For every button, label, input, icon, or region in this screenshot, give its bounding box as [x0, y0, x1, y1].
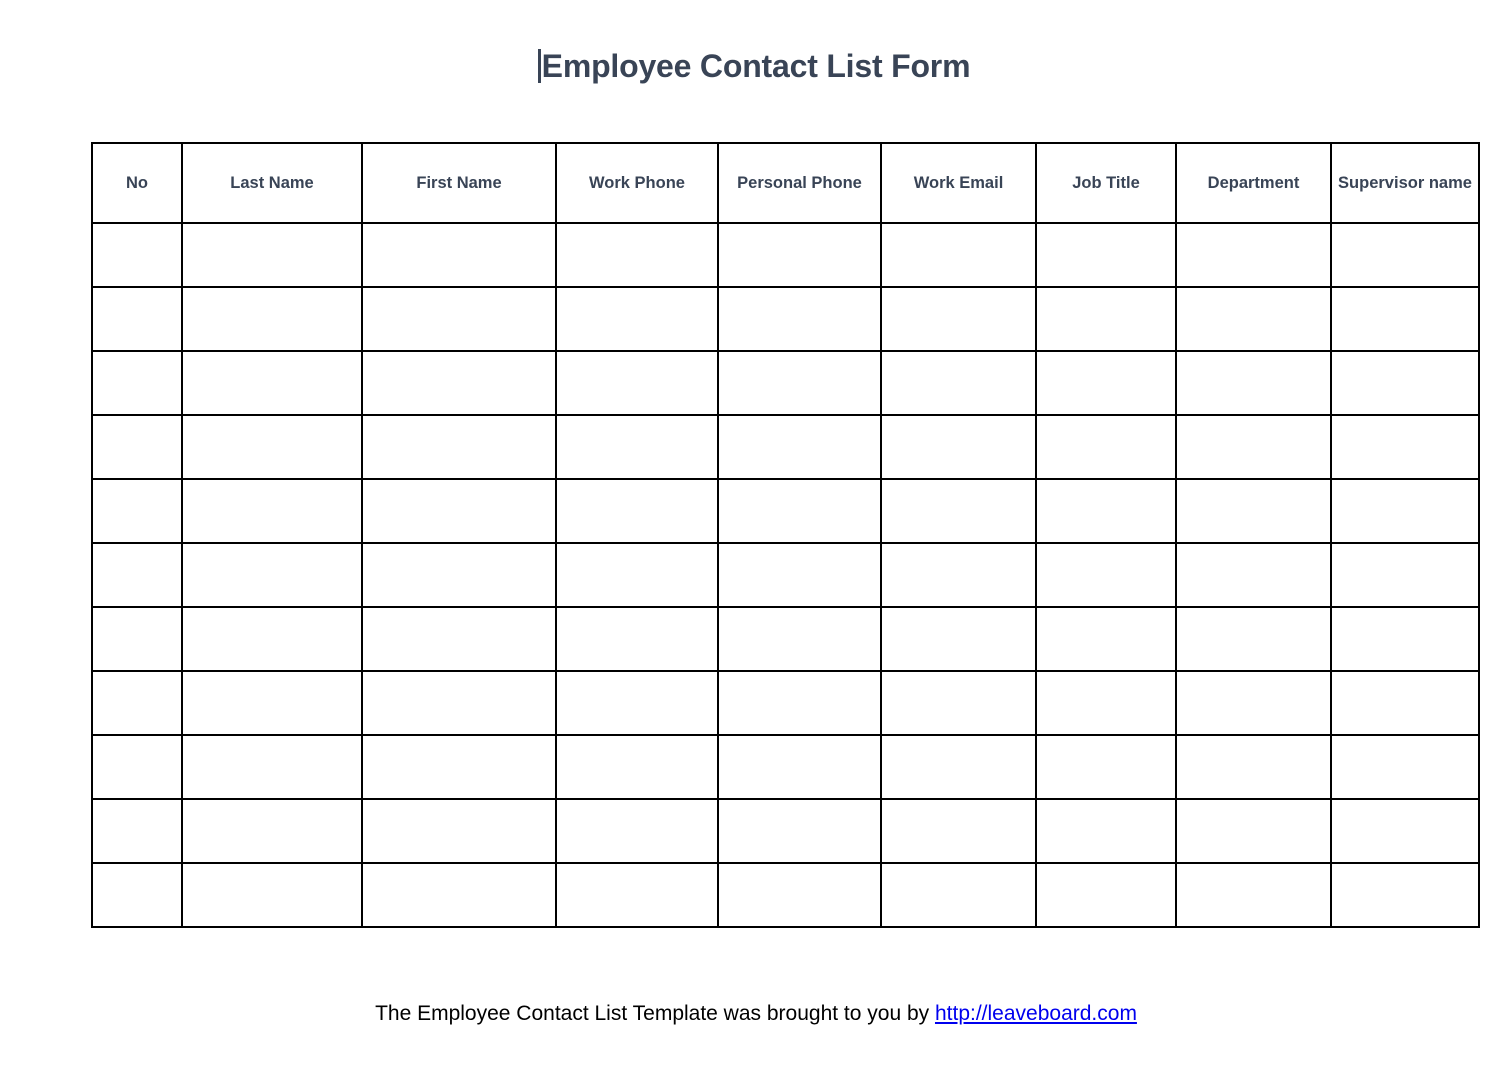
cell-value [1037, 352, 1175, 414]
table-cell-no[interactable] [92, 543, 182, 607]
cell-value [363, 736, 555, 798]
cell-value [557, 288, 717, 350]
page-title-container [0, 46, 1512, 86]
table-cell-supervisor[interactable] [1331, 799, 1479, 863]
table-cell-job_title[interactable] [1036, 735, 1176, 799]
table-row [92, 223, 1479, 287]
table-cell-department[interactable] [1176, 607, 1331, 671]
table-cell-pers_phone[interactable] [718, 863, 881, 927]
table-cell-department[interactable] [1176, 223, 1331, 287]
table-cell-job_title[interactable] [1036, 863, 1176, 927]
column-header-last-name[interactable]: Last Name [182, 143, 362, 223]
cell-value [1332, 352, 1478, 414]
cell-value [719, 864, 880, 926]
table-cell-work_email[interactable] [881, 543, 1036, 607]
cell-value [93, 224, 181, 286]
cell-value [183, 800, 361, 862]
column-header-work-phone[interactable]: Work Phone [556, 143, 718, 223]
cell-value [1332, 480, 1478, 542]
table-cell-pers_phone[interactable] [718, 287, 881, 351]
table-cell-no[interactable] [92, 863, 182, 927]
table-cell-supervisor[interactable] [1331, 543, 1479, 607]
cell-value [882, 224, 1035, 286]
table-row [92, 351, 1479, 415]
cell-value [93, 544, 181, 606]
cell-value [183, 672, 361, 734]
table-cell-department[interactable] [1176, 671, 1331, 735]
cell-value [1177, 800, 1330, 862]
cell-value [183, 736, 361, 798]
cell-value [93, 800, 181, 862]
table-cell-department[interactable] [1176, 287, 1331, 351]
table-cell-work_email[interactable] [881, 479, 1036, 543]
leaveboard-link[interactable]: http://leaveboard.com [934, 1002, 1137, 1025]
table-cell-supervisor[interactable] [1331, 479, 1479, 543]
column-header-work-email[interactable]: Work Email [881, 143, 1036, 223]
table-cell-department[interactable] [1176, 415, 1331, 479]
table-cell-department[interactable] [1176, 351, 1331, 415]
table-cell-pers_phone[interactable] [718, 479, 881, 543]
table-cell-job_title[interactable] [1036, 287, 1176, 351]
table-cell-work_phone[interactable] [556, 735, 718, 799]
table-cell-work_email[interactable] [881, 863, 1036, 927]
table-cell-job_title[interactable] [1036, 479, 1176, 543]
cell-value [183, 288, 361, 350]
cell-value [363, 544, 555, 606]
cell-value [1332, 288, 1478, 350]
table-cell-pers_phone[interactable] [718, 607, 881, 671]
cell-value [93, 672, 181, 734]
table-cell-work_phone[interactable] [556, 671, 718, 735]
table-cell-pers_phone[interactable] [718, 543, 881, 607]
table-cell-pers_phone[interactable] [718, 799, 881, 863]
cell-value [557, 608, 717, 670]
cell-value [557, 800, 717, 862]
cell-value [93, 352, 181, 414]
table-header-row [92, 143, 1479, 223]
table-cell-last_name[interactable] [182, 223, 362, 287]
column-header-supervisor-name[interactable]: Supervisor name [1331, 143, 1479, 223]
cell-value [93, 864, 181, 926]
table-row [92, 863, 1479, 927]
table-cell-department[interactable] [1176, 863, 1331, 927]
table-cell-work_phone[interactable] [556, 415, 718, 479]
cell-value [719, 224, 880, 286]
cell-value [1037, 480, 1175, 542]
table-cell-work_email[interactable] [881, 799, 1036, 863]
table-row [92, 799, 1479, 863]
cell-value [719, 416, 880, 478]
cell-value [719, 736, 880, 798]
column-header-job-title[interactable]: Job Title [1036, 143, 1176, 223]
cell-value [363, 288, 555, 350]
table-cell-first_name[interactable] [362, 735, 556, 799]
cell-value [1177, 736, 1330, 798]
cell-value [882, 480, 1035, 542]
page-title[interactable]: Employee Contact List Form [541, 48, 971, 84]
cell-value [882, 352, 1035, 414]
cell-value [1037, 224, 1175, 286]
footer-text: The Employee Contact List Template was brought to you by [375, 1002, 935, 1025]
cell-value [557, 224, 717, 286]
table-cell-supervisor[interactable] [1331, 735, 1479, 799]
table-cell-last_name[interactable] [182, 799, 362, 863]
table-cell-last_name[interactable] [182, 543, 362, 607]
table-cell-last_name[interactable] [182, 351, 362, 415]
table-cell-pers_phone[interactable] [718, 351, 881, 415]
cell-value [1332, 608, 1478, 670]
cell-value [93, 416, 181, 478]
cell-value [1177, 352, 1330, 414]
cell-value [1037, 544, 1175, 606]
cell-value [557, 480, 717, 542]
table-cell-job_title[interactable] [1036, 607, 1176, 671]
cell-value [719, 544, 880, 606]
cell-value [1332, 416, 1478, 478]
page-title-inner [542, 46, 971, 86]
table-row [92, 607, 1479, 671]
table-cell-job_title[interactable] [1036, 671, 1176, 735]
table-row [92, 735, 1479, 799]
table-cell-supervisor[interactable] [1331, 671, 1479, 735]
cell-value [363, 224, 555, 286]
table-cell-no[interactable] [92, 287, 182, 351]
cell-value [1332, 800, 1478, 862]
cell-value [882, 736, 1035, 798]
table-cell-first_name[interactable] [362, 479, 556, 543]
table-cell-no[interactable] [92, 735, 182, 799]
cell-value [1037, 864, 1175, 926]
table-cell-first_name[interactable] [362, 543, 556, 607]
table-cell-no[interactable] [92, 799, 182, 863]
cell-value [1332, 544, 1478, 606]
cell-value [557, 544, 717, 606]
employee-contact-table[interactable] [91, 142, 1480, 928]
cell-value [363, 800, 555, 862]
table-cell-pers_phone[interactable] [718, 415, 881, 479]
table-cell-no[interactable] [92, 223, 182, 287]
table-row [92, 287, 1479, 351]
table-cell-first_name[interactable] [362, 607, 556, 671]
cell-value [1332, 864, 1478, 926]
cell-value [1177, 416, 1330, 478]
table-cell-work_phone[interactable] [556, 543, 718, 607]
table-cell-work_phone[interactable] [556, 607, 718, 671]
footer-note [0, 1000, 1512, 1028]
table-cell-work_email[interactable] [881, 671, 1036, 735]
table-row [92, 671, 1479, 735]
cell-value [719, 800, 880, 862]
cell-value [1037, 672, 1175, 734]
cell-value [363, 672, 555, 734]
table-cell-supervisor[interactable] [1331, 607, 1479, 671]
cell-value [719, 480, 880, 542]
table-cell-job_title[interactable] [1036, 543, 1176, 607]
table-cell-job_title[interactable] [1036, 415, 1176, 479]
cell-value [557, 416, 717, 478]
table-cell-supervisor[interactable] [1331, 863, 1479, 927]
cell-value [1037, 608, 1175, 670]
table-cell-last_name[interactable] [182, 415, 362, 479]
cell-value [882, 800, 1035, 862]
table-cell-no[interactable] [92, 607, 182, 671]
table-cell-work_email[interactable] [881, 351, 1036, 415]
cell-value [93, 736, 181, 798]
table-row [92, 543, 1479, 607]
cell-value [1037, 288, 1175, 350]
table-cell-supervisor[interactable] [1331, 415, 1479, 479]
table-cell-first_name[interactable] [362, 223, 556, 287]
cell-value [1177, 864, 1330, 926]
table-cell-work_phone[interactable] [556, 863, 718, 927]
table-row [92, 479, 1479, 543]
table-cell-work_phone[interactable] [556, 351, 718, 415]
cell-value [1177, 608, 1330, 670]
table-cell-no[interactable] [92, 415, 182, 479]
cell-value [93, 480, 181, 542]
table-cell-no[interactable] [92, 479, 182, 543]
table-cell-job_title[interactable] [1036, 799, 1176, 863]
cell-value [1037, 416, 1175, 478]
cell-value [1037, 800, 1175, 862]
table-cell-supervisor[interactable] [1331, 223, 1479, 287]
cell-value [1177, 672, 1330, 734]
table-cell-job_title[interactable] [1036, 223, 1176, 287]
cell-value [363, 352, 555, 414]
table-cell-department[interactable] [1176, 735, 1331, 799]
table-cell-no[interactable] [92, 351, 182, 415]
table-cell-no[interactable] [92, 671, 182, 735]
cell-value [882, 864, 1035, 926]
table-cell-last_name[interactable] [182, 607, 362, 671]
cell-value [1177, 288, 1330, 350]
cell-value [183, 864, 361, 926]
text-cursor-caret [538, 49, 541, 83]
column-header-no[interactable]: No [92, 143, 182, 223]
column-header-department[interactable]: Department [1176, 143, 1331, 223]
table-cell-department[interactable] [1176, 799, 1331, 863]
table-cell-work_email[interactable] [881, 223, 1036, 287]
cell-value [363, 864, 555, 926]
table-cell-work_email[interactable] [881, 735, 1036, 799]
table-cell-first_name[interactable] [362, 799, 556, 863]
table-cell-department[interactable] [1176, 543, 1331, 607]
cell-value [363, 416, 555, 478]
table-cell-last_name[interactable] [182, 735, 362, 799]
cell-value [363, 608, 555, 670]
cell-value [882, 544, 1035, 606]
table-cell-first_name[interactable] [362, 351, 556, 415]
cell-value [719, 352, 880, 414]
table-cell-work_phone[interactable] [556, 223, 718, 287]
cell-value [183, 416, 361, 478]
cell-value [93, 288, 181, 350]
cell-value [882, 288, 1035, 350]
cell-value [183, 480, 361, 542]
table-cell-last_name[interactable] [182, 479, 362, 543]
cell-value [882, 416, 1035, 478]
cell-value [183, 352, 361, 414]
table-cell-pers_phone[interactable] [718, 735, 881, 799]
column-header-personal-phone[interactable]: Personal Phone [718, 143, 881, 223]
table-cell-first_name[interactable] [362, 671, 556, 735]
cell-value [1332, 672, 1478, 734]
cell-value [719, 288, 880, 350]
cell-value [557, 672, 717, 734]
table-cell-work_phone[interactable] [556, 479, 718, 543]
table-cell-work_email[interactable] [881, 607, 1036, 671]
table-cell-pers_phone[interactable] [718, 671, 881, 735]
table-cell-pers_phone[interactable] [718, 223, 881, 287]
table-cell-department[interactable] [1176, 479, 1331, 543]
table-body [92, 223, 1479, 927]
cell-value [1177, 544, 1330, 606]
cell-value [183, 608, 361, 670]
cell-value [1332, 736, 1478, 798]
table-cell-last_name[interactable] [182, 671, 362, 735]
cell-value [557, 352, 717, 414]
cell-value [1177, 480, 1330, 542]
column-header-first-name[interactable]: First Name [362, 143, 556, 223]
cell-value [882, 672, 1035, 734]
table-cell-last_name[interactable] [182, 863, 362, 927]
cell-value [363, 480, 555, 542]
table-cell-job_title[interactable] [1036, 351, 1176, 415]
table-cell-first_name[interactable] [362, 415, 556, 479]
cell-value [1177, 224, 1330, 286]
cell-value [183, 544, 361, 606]
table-cell-last_name[interactable] [182, 287, 362, 351]
cell-value [1037, 736, 1175, 798]
table-cell-work_phone[interactable] [556, 799, 718, 863]
cell-value [719, 608, 880, 670]
table-cell-work_phone[interactable] [556, 287, 718, 351]
cell-value [557, 736, 717, 798]
table-row [92, 415, 1479, 479]
cell-value [183, 224, 361, 286]
table-cell-first_name[interactable] [362, 863, 556, 927]
cell-value [93, 608, 181, 670]
cell-value [719, 672, 880, 734]
table-cell-work_email[interactable] [881, 287, 1036, 351]
cell-value [882, 608, 1035, 670]
table-header [92, 143, 1479, 223]
table-cell-work_email[interactable] [881, 415, 1036, 479]
table-cell-supervisor[interactable] [1331, 287, 1479, 351]
table-cell-supervisor[interactable] [1331, 351, 1479, 415]
table-cell-first_name[interactable] [362, 287, 556, 351]
cell-value [557, 864, 717, 926]
cell-value [1332, 224, 1478, 286]
